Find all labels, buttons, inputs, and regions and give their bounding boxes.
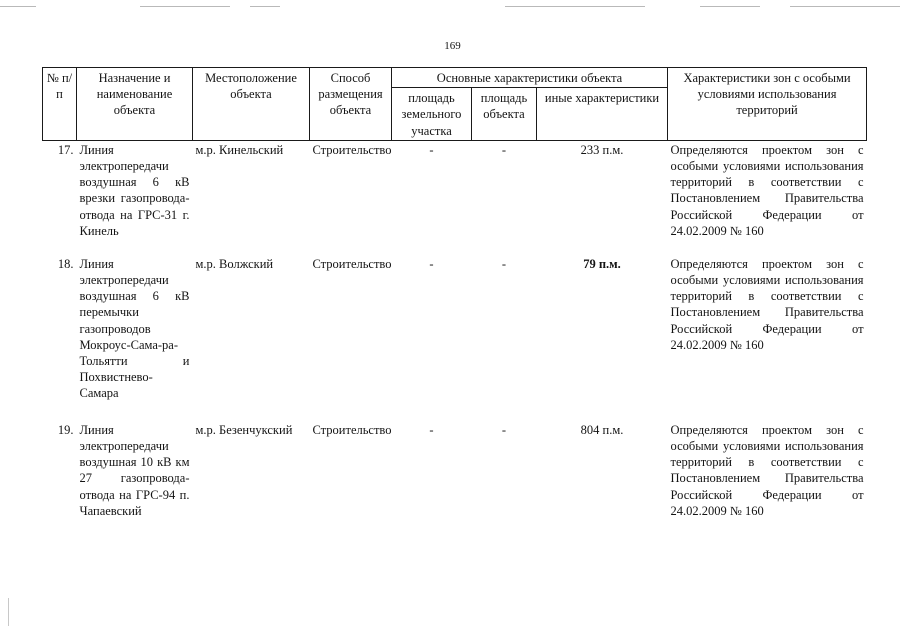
table-row [43, 140, 867, 255]
object-name: Линия электропередачи воздушная 6 кВ врезки газопровода-отвода на ГРС-31 г. Кинель [79, 142, 190, 238]
header-placement: Способ размещения объекта [310, 68, 392, 141]
row-number: 17. [57, 142, 74, 157]
object-area: - [501, 256, 507, 271]
table-row [43, 421, 867, 552]
row-number: 18. [57, 256, 74, 271]
header-num: № п/п [43, 68, 77, 141]
page-number: 169 [444, 40, 461, 52]
zones-description: Определяются проектом зон с особыми условиями использования территорий в соответствии с Постановлением Правительства Российской Федерации от 24.02.2009 № 160 [670, 422, 864, 518]
object-area: - [501, 142, 507, 157]
zones-description: Определяются проектом зон с особыми условиями использования территорий в соответствии с Постановлением Правительства Российской Федерации от 24.02.2009 № 160 [670, 142, 864, 238]
other-characteristics: 79 п.м. [583, 256, 621, 271]
table-row [43, 255, 867, 421]
object-location: м.р. Волжский [195, 256, 274, 271]
zones-description: Определяются проектом зон с особыми условиями использования территорий в соответствии с Постановлением Правительства Российской Федерации от 24.02.2009 № 160 [670, 256, 864, 352]
objects-table [42, 67, 867, 552]
other-characteristics: 233 п.м. [580, 142, 624, 157]
header-other-characteristics: иные характеристики [537, 88, 668, 141]
header-zones: Характеристики зон с особыми условиями использования территорий [668, 68, 867, 141]
object-area: - [501, 422, 507, 437]
row-number: 19. [57, 422, 74, 437]
header-main-characteristics: Основные характеристики объекта [392, 68, 668, 88]
placement-method: Строительство [312, 422, 392, 437]
land-area: - [429, 256, 434, 271]
object-location: м.р. Безенчукский [195, 422, 293, 437]
land-area: - [429, 422, 434, 437]
placement-method: Строительство [312, 142, 392, 157]
placement-method: Строительство [312, 256, 392, 271]
object-location: м.р. Кинельский [195, 142, 284, 157]
scan-artifact-edge [8, 598, 9, 626]
scan-artifact-top [0, 0, 905, 10]
header-object-area: площадь объекта [472, 88, 537, 141]
land-area: - [429, 142, 434, 157]
header-location: Местоположение объекта [193, 68, 310, 141]
other-characteristics: 804 п.м. [580, 422, 624, 437]
object-name: Линия электропередачи воздушная 10 кВ км 27 газопровода-отвода на ГРС-94 п. Чапаевский [79, 422, 190, 518]
object-name: Линия электропередачи воздушная 6 кВ перемычки газопроводов Мокроус-Сама-ра-Тольятти и Похвистнево-Самара [79, 256, 190, 401]
header-land-area: площадь земельного участка [392, 88, 472, 141]
header-purpose: Назначение и наименование объекта [77, 68, 193, 141]
